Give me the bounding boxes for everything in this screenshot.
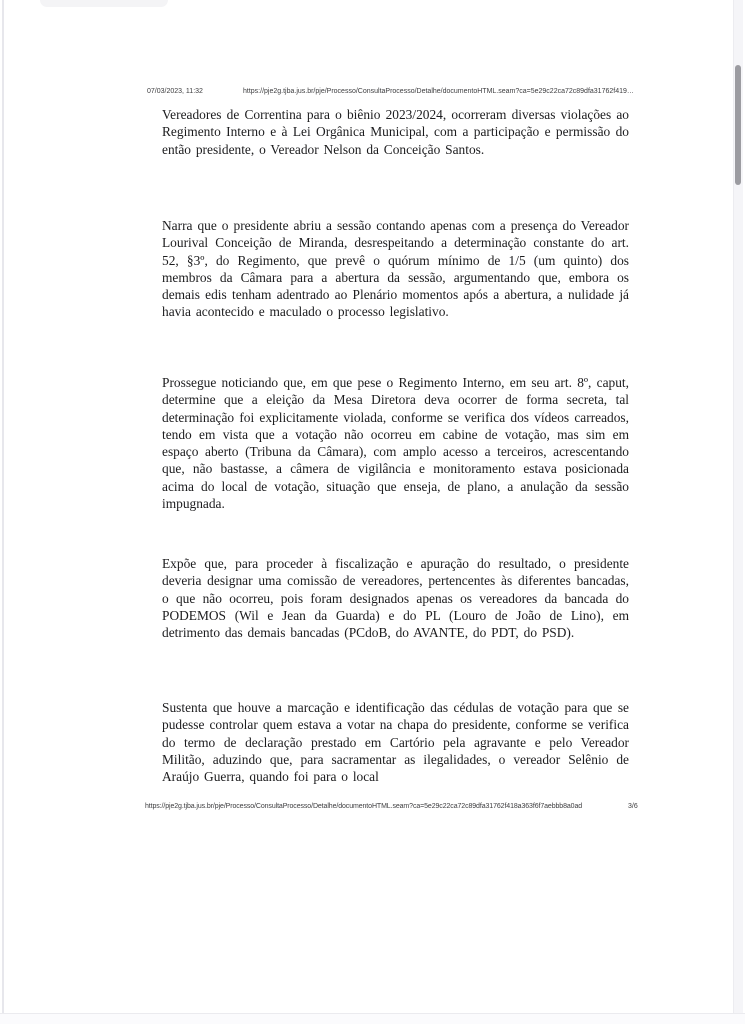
print-header-url: https://pje2g.tjba.jus.br/pje/Processo/ConsultaProcesso/Detalhe/documentoHTML.seam?ca=5e29c22ca72c89dfa31762f419… xyxy=(243,88,634,95)
paragraph-quorum: Narra que o presidente abriu a sessão contando apenas com a presença do Vereador Lourival Conceição de Miranda, desrespeitando a determinação constante do art. 52, §3º, do Regimento, que prevê o quórum mínimo de 1/5 (um quinto) dos membros da Câmara para a abertura da sessão, argumentando que, embora os demais edis tenham adentrado ao Plenário momentos após a abertura, a nulidade já havia acontecido e maculado o processo legislativo. xyxy=(162,218,629,320)
top-ui-pill xyxy=(40,0,168,7)
paragraph-bienio: Vereadores de Correntina para o biênio 2023/2024, ocorreram diversas violações ao Regimento Interno e à Lei Orgânica Municipal, com a participação e permissão do então presidente, o Vereador Nelson da Conceição Santos. xyxy=(162,107,629,157)
paragraph-cedulas: Sustenta que houve a marcação e identificação das cédulas de votação para que se pudesse controlar quem estava a votar na chapa do presidente, conforme se verifica do termo de declaração prestado em Cartório pela agravante e pelo Vereador Militão, aduzindo que, para sacramentar as ilegalidades, o vereador Selênio de Araújo Guerra, quando foi para o local xyxy=(162,700,629,785)
print-header-datetime: 07/03/2023, 11:32 xyxy=(147,88,203,95)
paragraph-comissao: Expõe que, para proceder à fiscalização e apuração do resultado, o presidente deveria designar uma comissão de vereadores, pertencentes às diferentes bancadas, o que não ocorreu, pois foram designados apenas os vereadores da bancada do PODEMOS (Wil e Jean da Guarda) e do PL (Louro de João de Lino), em detrimento das demais bancadas (PCdoB, do AVANTE, do PDT, do PSD). xyxy=(162,556,629,641)
bottom-card-edge xyxy=(0,1013,745,1024)
paragraph-votacao-secreta: Prossegue noticiando que, em que pese o Regimento Interno, em seu art. 8º, caput, determine que a eleição da Mesa Diretora deva ocorrer de forma secreta, tal determinação foi explicitamente violada, conforme se verifica dos vídeos carreados, tendo em vista que a votação não ocorreu em cabine de votação, mas sim em espaço aberto (Tribuna da Câmara), com amplo acesso a terceiros, acrescentando que, não bastasse, a câmera de vigilância e monitoramento estava posicionada acima do local de votação, situação que enseja, de plano, a anulação da sessão impugnada. xyxy=(162,375,629,512)
scrollbar-track[interactable] xyxy=(733,0,743,1024)
print-footer-url: https://pje2g.tjba.jus.br/pje/Processo/ConsultaProcesso/Detalhe/documentoHTML.seam?ca=5e29c22ca72c89dfa31762f418a363f6f7aebbb8a0ad xyxy=(145,803,583,810)
scrollbar-thumb[interactable] xyxy=(735,65,741,185)
left-page-edge xyxy=(2,0,4,1024)
print-footer-page-number: 3/6 xyxy=(628,803,638,810)
